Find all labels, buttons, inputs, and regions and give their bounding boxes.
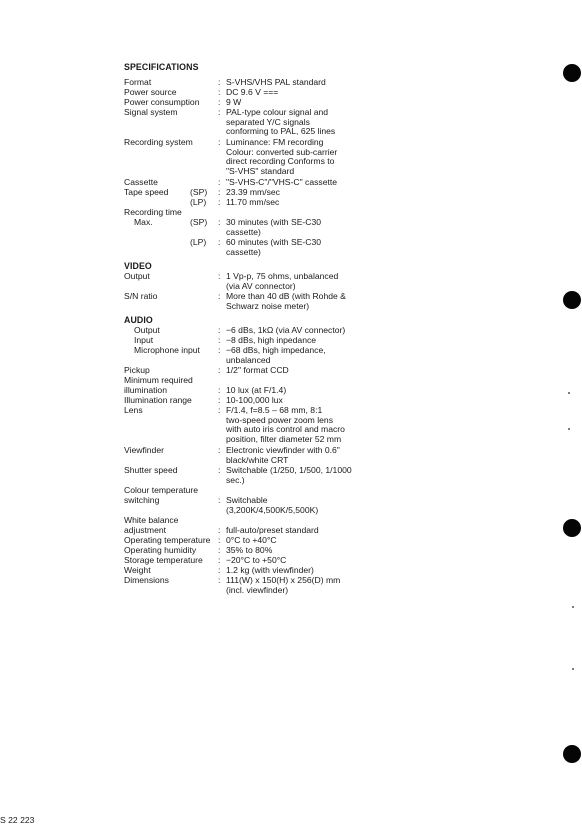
page-title: SPECIFICATIONS — [124, 62, 199, 72]
spec-value: 30 minutes (with SE-C30 cassette) — [226, 217, 322, 237]
spec-value: −6 dBs, 1kΩ (via AV connector) — [226, 325, 346, 335]
spec-label: Power source — [124, 87, 177, 97]
spec-label: Operating temperature — [124, 535, 211, 545]
spec-label: Storage temperature — [124, 555, 203, 565]
spec-label: Output — [134, 325, 160, 335]
spec-value: 11.70 mm/sec — [226, 197, 280, 207]
spec-label: Minimum required illumination — [124, 375, 193, 395]
spec-value: 10 lux (at F/1.4) — [226, 385, 287, 395]
spec-mode: (SP) — [190, 187, 208, 197]
spec-label: Operating humidity — [124, 545, 197, 555]
spec-value: PAL-type colour signal and separated Y/C signals conforming to PAL, 625 lines — [226, 107, 336, 137]
spec-value: full-auto/preset standard — [226, 525, 319, 535]
spec-label: Colour temperature switching — [124, 485, 199, 505]
spec-value: 35% to 80% — [226, 545, 273, 555]
section-heading-audio: AUDIO — [124, 315, 153, 325]
footer-code: S 22 223 — [0, 815, 35, 825]
section-heading-video: VIDEO — [124, 261, 152, 271]
spec-label: Tape speed — [124, 187, 169, 197]
spec-value: 111(W) x 150(H) x 256(D) mm (incl. viewfinder) — [226, 575, 341, 595]
punch-hole — [563, 291, 581, 309]
spec-label: Output — [124, 271, 150, 281]
spec-label: Pickup — [124, 365, 150, 375]
spec-value: S-VHS/VHS PAL standard — [226, 77, 326, 87]
spec-value: 60 minutes (with SE-C30 cassette) — [226, 237, 322, 257]
punch-hole — [563, 745, 581, 763]
spec-label: Signal system — [124, 107, 178, 117]
spec-value: "S-VHS-C"/"VHS-C" cassette — [226, 177, 338, 187]
spec-sheet: SPECIFICATIONS Format : S-VHS/VHS PAL standard Power source : DC 9.6 V === Power consumption : 9 W Signal system : PAL-type colour signal and separated Y/C signals conforming to PAL, 625 lines Recording system : Luminance: FM recording Colour: converted sub-carrier direct recording Conforms to "S-VHS" standard Cassette : "S-VHS-C"/"VHS-C" cassette Tape speed (SP) : 23.39 mm/sec (LP) : 11.70 mm/sec Recording time Max. (SP) : 30 minutes (with SE-C30 cassette) (LP) : 60 minutes (with SE-C30 cassette) VIDEO Output : 1 Vp-p, 75 ohms, unbalanced (via AV connector) S/N ratio : More than 40 dB (with Rohde & Schwarz noise meter) AUDIO Output : −6 dBs, 1kΩ (via AV connector) Input : −8 dBs, high inpedance Microphone input : −68 dBs, high impedance, unbalanced Pickup : 1/2" format CCD Minimum required illumination : 10 lux (at F/1.4) Illumination range : 10-100,000 lux Lens : F/1.4, f=8.5 – 68 mm, 8:1 two-speed power zoom lens with auto iris control and macro position, filter diameter 52 mm Viewfinder : Electronic viewfinder with 0.6" black/white CRT Shutter speed : Switchable (1/250, 1/500, 1/1000 sec.) Colour temperature switching : Switchable (3,200K/4,500K/5,500K) White balance adjustment : full-auto/preset standard Operating temperature : 0°C to +40°C Operating humidity : 35% to 80% Storage temperature : −20°C to +50°C Weight : 1.2 kg (with viewfinder) Dimensions : 111(W) x 150(H) x 256(D) mm (incl. viewfinder) S 22 223 — [0, 0, 582, 835]
spec-label: S/N ratio — [124, 291, 158, 301]
spec-value: Luminance: FM recording Colour: converted sub-carrier direct recording Conforms to "S-VHS" standard — [226, 137, 338, 176]
spec-value: DC 9.6 V === — [226, 87, 279, 97]
spec-value: Electronic viewfinder with 0.6" black/white CRT — [226, 445, 340, 465]
spec-value: 0°C to +40°C — [226, 535, 277, 545]
spec-value: 1.2 kg (with viewfinder) — [226, 565, 314, 575]
spec-mode: (LP) — [190, 237, 207, 247]
spec-label: Recording time — [124, 207, 182, 217]
spec-value: 1/2" format CCD — [226, 365, 289, 375]
spec-label: Recording system — [124, 137, 193, 147]
spec-mode: (SP) — [190, 217, 208, 227]
spec-value: 1 Vp-p, 75 ohms, unbalanced (via AV connector) — [226, 271, 339, 291]
spec-label: Format — [124, 77, 152, 87]
spec-mode: (LP) — [190, 197, 207, 207]
punch-hole — [563, 519, 581, 537]
spec-label: Power consumption — [124, 97, 200, 107]
spec-value: F/1.4, f=8.5 – 68 mm, 8:1 two-speed power zoom lens with auto iris control and macro position, filter diameter 52 mm — [226, 405, 345, 444]
spec-label: Viewfinder — [124, 445, 164, 455]
spec-value: 10-100,000 lux — [226, 395, 283, 405]
spec-value: 23.39 mm/sec — [226, 187, 280, 197]
spec-label: Cassette — [124, 177, 158, 187]
spec-label: Weight — [124, 565, 151, 575]
spec-value: −20°C to +50°C — [226, 555, 287, 565]
spec-label: Microphone input — [134, 345, 200, 355]
spec-label: Dimensions — [124, 575, 169, 585]
scan-speck — [572, 606, 574, 608]
spec-value: Switchable (1/250, 1/500, 1/1000 sec.) — [226, 465, 352, 485]
punch-hole — [563, 64, 581, 82]
spec-value: −68 dBs, high impedance, unbalanced — [226, 345, 326, 365]
spec-label: Max. — [134, 217, 153, 227]
spec-value: −8 dBs, high inpedance — [226, 335, 317, 345]
scan-speck — [568, 428, 570, 430]
scan-speck — [568, 392, 570, 394]
spec-label: White balance adjustment — [124, 515, 179, 535]
spec-label: Illumination range — [124, 395, 192, 405]
spec-label: Lens — [124, 405, 143, 415]
spec-value: Switchable (3,200K/4,500K/5,500K) — [226, 495, 319, 515]
spec-value: More than 40 dB (with Rohde & Schwarz noise meter) — [226, 291, 346, 311]
spec-value: 9 W — [226, 97, 242, 107]
spec-label: Input — [134, 335, 154, 345]
spec-label: Shutter speed — [124, 465, 178, 475]
scan-speck — [572, 668, 574, 670]
